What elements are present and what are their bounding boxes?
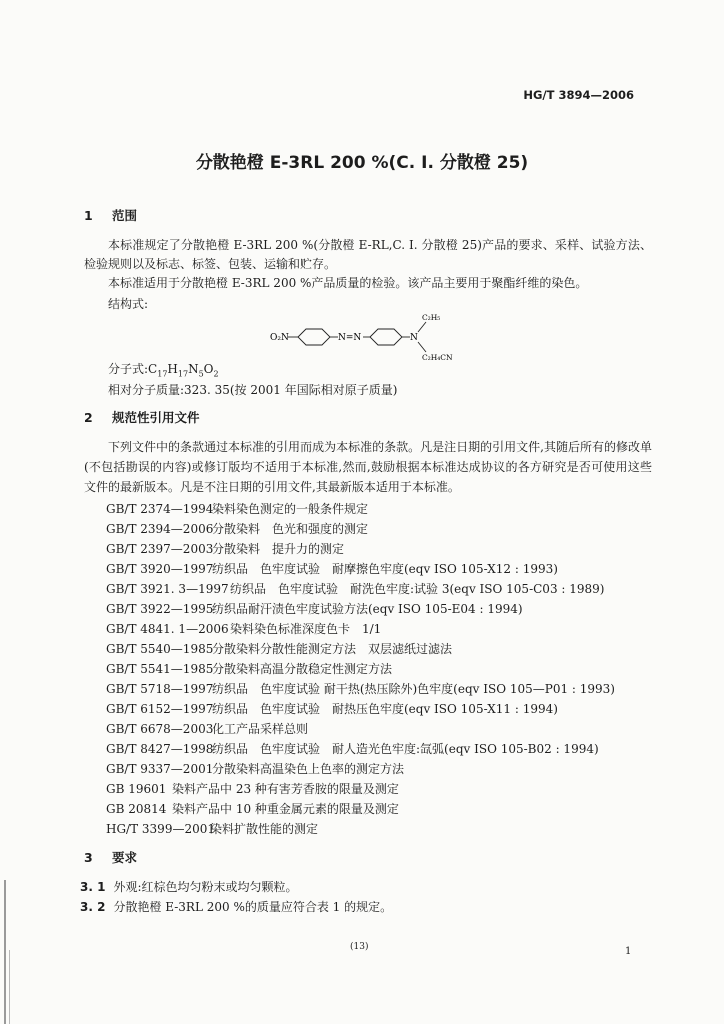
molecular-mass: 相对分子质量:323. 35(按 2001 年国际相对原子质量) bbox=[108, 383, 398, 397]
reference-title: 纺织品 色牢度试验 耐摩擦色牢度(eqv ISO 105-X12 : 1993) bbox=[212, 562, 558, 576]
azo-group-label: N=N bbox=[338, 333, 362, 343]
reference-code: GB/T 5718—1997 bbox=[106, 682, 214, 696]
reference-title: 染料染色标准深度色卡 1/1 bbox=[230, 622, 382, 636]
reference-code: GB/T 2394—2006 bbox=[106, 522, 214, 536]
ethyl-group-label: C₂H₅ bbox=[422, 313, 441, 322]
page-number: 1 bbox=[625, 946, 632, 957]
reference-title: 化工产品采样总则 bbox=[212, 722, 309, 736]
reference-item bbox=[106, 760, 404, 777]
reference-item bbox=[106, 680, 615, 697]
reference-item bbox=[106, 820, 318, 837]
reference-item bbox=[106, 660, 392, 677]
reference-item bbox=[106, 500, 368, 517]
reference-title: 纺织品耐汗渍色牢度试验方法(eqv ISO 105-E04 : 1994) bbox=[212, 602, 523, 616]
reference-item bbox=[106, 600, 523, 617]
reference-item bbox=[106, 640, 452, 657]
formula-c: C bbox=[148, 362, 158, 376]
reference-title: 染料产品中 23 种有害芳香胺的限量及测定 bbox=[172, 782, 399, 796]
reference-code: GB/T 5540—1985 bbox=[106, 642, 214, 656]
structure-label: 结构式: bbox=[108, 297, 149, 311]
requirement-text: 外观:红棕色均匀粉末或均匀颗粒。 bbox=[113, 880, 298, 894]
formula-o: O bbox=[203, 362, 214, 376]
formula-n: N bbox=[188, 362, 199, 376]
reference-item bbox=[106, 780, 399, 797]
section-title: 规范性引用文件 bbox=[112, 410, 200, 425]
scope-paragraph-1: 本标准规定了分散艳橙 E-3RL 200 %(分散橙 E-RL,C. I. 分散橙 25)产品的要求、采样、试验方法、检验规则以及标志、标签、包装、运输和贮存。 bbox=[84, 238, 652, 271]
requirement-number: 3. 1 bbox=[80, 880, 106, 894]
formula-h-count: 17 bbox=[177, 369, 189, 379]
amine-nitrogen-label: N bbox=[410, 333, 418, 343]
molecular-formula bbox=[108, 360, 219, 378]
benzene-ring-1 bbox=[298, 329, 330, 345]
reference-title: 分散染料高温分散稳定性测定方法 bbox=[212, 662, 393, 676]
reference-code: GB/T 5541—1985 bbox=[106, 662, 214, 676]
reference-title: 分散染料 提升力的测定 bbox=[212, 542, 345, 556]
formula-label: 分子式: bbox=[108, 362, 149, 376]
reference-code: GB/T 8427—1998 bbox=[106, 742, 214, 756]
reference-item bbox=[106, 560, 558, 577]
reference-title: 分散染料分散性能测定方法 双层滤纸过滤法 bbox=[212, 642, 453, 656]
reference-title: 染料扩散性能的测定 bbox=[210, 822, 319, 836]
reference-code: GB/T 2397—2003 bbox=[106, 542, 214, 556]
section-1-heading bbox=[84, 206, 137, 224]
formula-o-count: 2 bbox=[213, 369, 219, 379]
requirement-item bbox=[80, 898, 392, 915]
standard-number: HG/T 3894—2006 bbox=[523, 88, 634, 102]
benzene-ring-2 bbox=[370, 329, 402, 345]
cyanoethyl-group-label: C₂H₄CN bbox=[422, 353, 453, 362]
section-number: 1 bbox=[84, 208, 93, 223]
reference-item bbox=[106, 620, 381, 637]
formula-c-count: 17 bbox=[157, 369, 168, 379]
reference-code: GB 19601 bbox=[106, 782, 167, 796]
reference-code: GB/T 4841. 1—2006 bbox=[106, 622, 229, 636]
document-title: 分散艳橙 E-3RL 200 %(C. I. 分散橙 25) bbox=[195, 153, 529, 173]
section-title: 要求 bbox=[112, 850, 138, 865]
reference-item bbox=[106, 580, 604, 597]
reference-title: 分散染料高温染色上色率的测定方法 bbox=[212, 762, 405, 776]
structural-formula bbox=[266, 308, 496, 366]
reference-title: 染料产品中 10 种重金属元素的限量及测定 bbox=[172, 802, 399, 816]
reference-item bbox=[106, 720, 308, 737]
reference-title: 分散染料 色光和强度的测定 bbox=[212, 522, 369, 536]
formula-n-count: 5 bbox=[198, 369, 204, 379]
reference-code: GB/T 6678—2003 bbox=[106, 722, 214, 736]
reference-item bbox=[106, 540, 344, 557]
reference-code: GB/T 9337—2001 bbox=[106, 762, 214, 776]
scan-edge-line bbox=[9, 950, 10, 1024]
reference-code: GB/T 2374—1994 bbox=[106, 502, 214, 516]
section-3-heading bbox=[84, 848, 137, 866]
requirement-item bbox=[80, 878, 297, 895]
reference-code: GB/T 3922—1995 bbox=[106, 602, 214, 616]
reference-title: 染料染色测定的一般条件规定 bbox=[212, 502, 369, 516]
reference-code: HG/T 3399—2001 bbox=[106, 822, 215, 836]
reference-item bbox=[106, 520, 368, 537]
page-label: (13) bbox=[350, 942, 369, 952]
normative-references-intro: 下列文件中的条款通过本标准的引用而成为本标准的条款。凡是注日期的引用文件,其随后所有的修改单(不包括勘误的内容)或修订版均不适用于本标准,然而,鼓励根据本标准达成协议的各方研究是否可使用这些文件的最新版本。凡是不注日期的引用文件,其最新版本适用于本标准。 bbox=[84, 440, 652, 494]
reference-title: 纺织品 色牢度试验 耐人造光色牢度:氙弧(eqv ISO 105-B02 : 1994) bbox=[212, 742, 599, 756]
reference-item bbox=[106, 740, 599, 757]
reference-code: GB/T 6152—1997 bbox=[106, 702, 214, 716]
reference-code: GB/T 3921. 3—1997 bbox=[106, 582, 229, 596]
nitro-group-label: O₂N bbox=[270, 333, 289, 343]
reference-item bbox=[106, 800, 399, 817]
reference-title: 纺织品 色牢度试验 耐热压色牢度(eqv ISO 105-X11 : 1994) bbox=[212, 702, 558, 716]
formula-h: H bbox=[167, 362, 178, 376]
reference-item bbox=[106, 700, 558, 717]
reference-title: 纺织品 色牢度试验 耐洗色牢度:试验 3(eqv ISO 105-C03 : 1989) bbox=[230, 582, 605, 596]
reference-code: GB/T 3920—1997 bbox=[106, 562, 214, 576]
reference-title: 纺织品 色牢度试验 耐干热(热压除外)色牢度(eqv ISO 105—P01 : 1993) bbox=[212, 682, 615, 696]
section-number: 2 bbox=[84, 410, 93, 425]
requirement-number: 3. 2 bbox=[80, 900, 106, 914]
section-title: 范围 bbox=[112, 208, 138, 223]
scan-edge-line bbox=[4, 880, 6, 1024]
scope-paragraph-2: 本标准适用于分散艳橙 E-3RL 200 %产品质量的检验。该产品主要用于聚酯纤维的染色。 bbox=[108, 276, 588, 290]
reference-code: GB 20814 bbox=[106, 802, 167, 816]
section-2-heading bbox=[84, 408, 200, 426]
section-number: 3 bbox=[84, 850, 93, 865]
requirement-text: 分散艳橙 E-3RL 200 %的质量应符合表 1 的规定。 bbox=[113, 900, 393, 914]
